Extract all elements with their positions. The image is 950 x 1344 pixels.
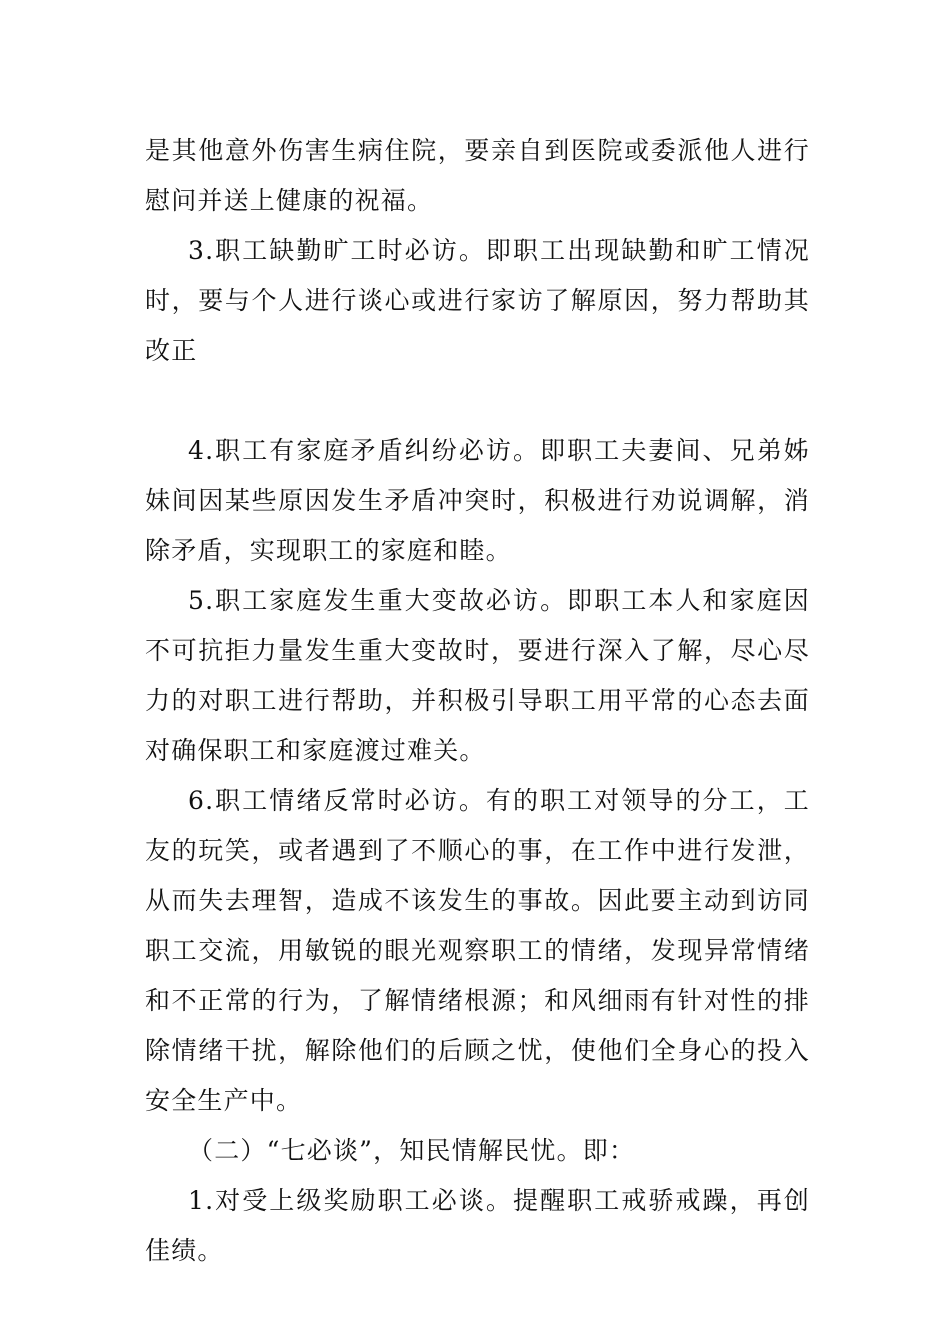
paragraph-hospital-visit-continuation: 是其他意外伤害生病住院，要亲自到医院或委派他人进行慰问并送上健康的祝福。: [145, 136, 810, 215]
paragraph-talk-item-1-rewarded: 1.对受上级奖励职工必谈。提醒职工戒骄戒躁，再创佳绩。: [145, 1186, 810, 1265]
document-body: [145, 126, 810, 1276]
section-heading-seven-talks: （二）“七必谈”，知民情解民忧。即：: [188, 1136, 636, 1165]
paragraph-gap: [145, 376, 810, 426]
paragraph-item-4-family-dispute: 4.职工有家庭矛盾纠纷必访。即职工夫妻间、兄弟姊妹间因某些原因发生矛盾冲突时，积极进行劝说调解，消除矛盾，实现职工的家庭和睦。: [145, 436, 810, 565]
paragraph-item-5-family-misfortune: 5.职工家庭发生重大变故必访。即职工本人和家庭因不可抗拒力量发生重大变故时，要进行深入了解，尽心尽力的对职工进行帮助，并积极引导职工用平常的心态去面对确保职工和家庭渡过难关。: [145, 586, 810, 765]
paragraph-item-3-absence: 3.职工缺勤旷工时必访。即职工出现缺勤和旷工情况时，要与个人进行谈心或进行家访了解原因，努力帮助其改正: [145, 236, 810, 365]
paragraph-item-6-abnormal-mood: 6.职工情绪反常时必访。有的职工对领导的分工，工友的玩笑，或者遇到了不顺心的事，在工作中进行发泄，从而失去理智，造成不该发生的事故。因此要主动到访同职工交流，用敏锐的眼光观察职工的情绪，发现异常情绪和不正常的行为，了解情绪根源；和风细雨有针对性的排除情绪干扰，解除他们的后顾之忧，使他们全身心的投入安全生产中。: [145, 786, 810, 1115]
